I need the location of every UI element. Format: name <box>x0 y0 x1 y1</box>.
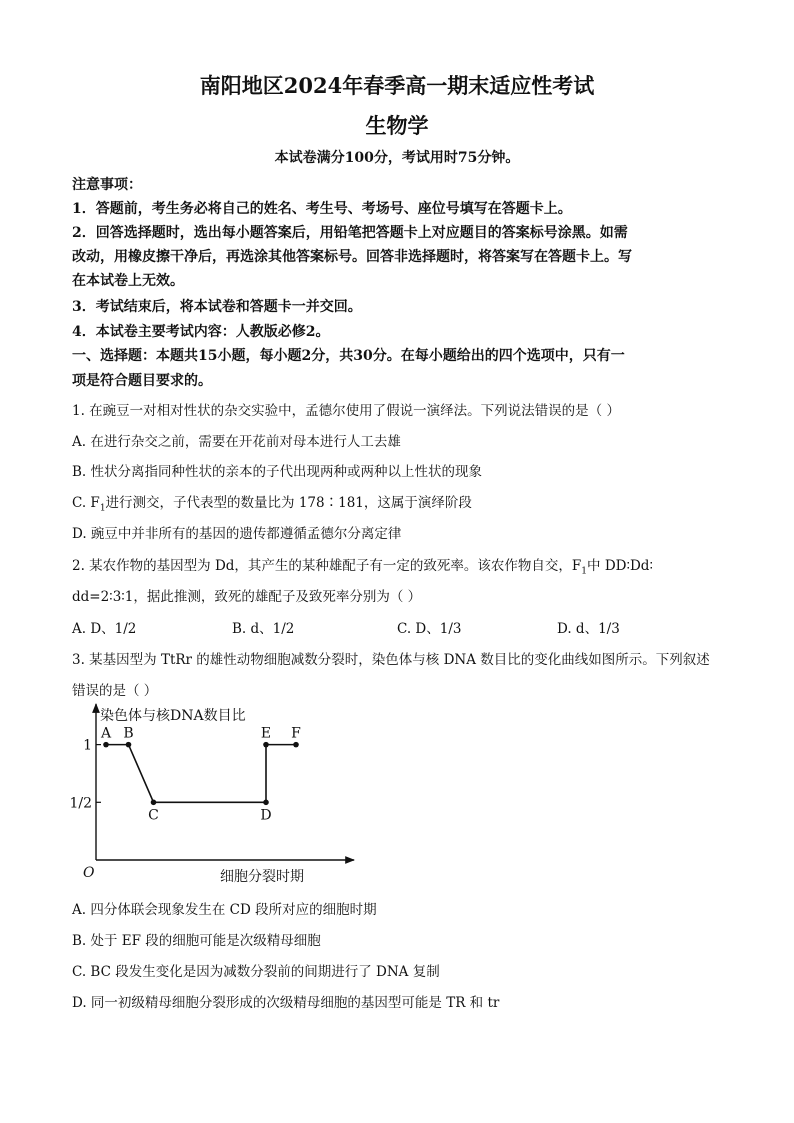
q1-option-b: B. 性状分离指同种性状的亲本的子代出现两种或两种以上性状的现象 <box>72 464 483 480</box>
q2-stem-prefix: 2. 某农作物的基因型为 Dd，其产生的某种雄配子有一定的致死率。该农作物自交，F <box>72 558 582 574</box>
q1-option-c-prefix: C. F <box>72 495 100 511</box>
point-label-F: F <box>291 725 301 742</box>
notes-heading: 注意事项： <box>72 177 142 193</box>
data-points <box>100 726 301 824</box>
q3-stem-line-2: 错误的是（ ） <box>72 683 158 699</box>
subject-title: 生物学 <box>365 113 429 138</box>
q1-option-c-text: 进行测交，子代表型的数量比为 178∶181，这属于演绎阶段 <box>105 495 472 511</box>
q2-option-a: A. D、1/2 <box>72 621 137 637</box>
note-2-line-3: 在本试卷上无效。 <box>72 273 184 289</box>
ratio-curve-chart <box>69 700 362 890</box>
q1-option-a: A. 在进行杂交之前，需要在开花前对母本进行人工去雄 <box>72 434 401 450</box>
point-label-A: A <box>100 725 112 742</box>
q1-option-c <box>72 491 472 514</box>
point-F <box>293 742 299 748</box>
ratio-series <box>106 745 296 803</box>
q2-stem-suffix: 中 DD∶Dd∶ <box>587 558 653 574</box>
note-4: 4．本试卷主要考试内容：人教版必修2。 <box>72 324 330 340</box>
y-axis-label: 染色体与核DNA数目比 <box>100 708 246 724</box>
note-1: 1．答题前，考生务必将自己的姓名、考生号、考场号、座位号填写在答题卡上。 <box>72 201 572 217</box>
point-label-B: B <box>123 725 134 742</box>
note-3: 3．考试结束后，将本试卷和答题卡一并交回。 <box>72 299 362 315</box>
point-label-D: D <box>260 807 272 824</box>
q1-option-d: D. 豌豆中并非所有的基因的遗传都遵循孟德尔分离定律 <box>72 526 402 542</box>
point-A <box>103 742 109 748</box>
point-E <box>263 742 269 748</box>
q2-stem-line-2: dd=2∶3∶1，据此推测，致死的雄配子及致死率分别为（ ） <box>72 589 422 605</box>
origin-label: O <box>83 865 95 881</box>
q3-option-c: C. BC 段发生变化是因为减数分裂前的间期进行了 DNA 复制 <box>72 964 440 980</box>
ratio-line <box>106 745 296 803</box>
point-C <box>151 800 157 806</box>
q1-option-c-subscript: 1 <box>99 503 106 514</box>
point-B <box>126 742 132 748</box>
exam-title: 南阳地区2024年春季高一期末适应性考试 <box>199 73 595 98</box>
q3-option-b: B. 处于 EF 段的细胞可能是次级精母细胞 <box>72 933 321 949</box>
y-tick-label-1: 1/2 <box>69 795 92 812</box>
x-axis-label: 细胞分裂时期 <box>220 869 304 885</box>
q3-option-a: A. 四分体联会现象发生在 CD 段所对应的细胞时期 <box>72 902 377 918</box>
q3-stem-line-1: 3. 某基因型为 TtRr 的雄性动物细胞减数分裂时，染色体与核 DNA 数目比的变化曲线如图所示。下列叙述 <box>72 652 710 668</box>
section-1-heading-line-1: 一、选择题：本题共15小题，每小题2分，共30分。在每小题给出的四个选项中，只有一 <box>72 348 625 364</box>
q2-stem-line-1 <box>72 554 653 577</box>
q3-option-d: D. 同一初级精母细胞分裂形成的次级精母细胞的基因型可能是 TR 和 tr <box>72 995 500 1011</box>
q1-stem: 1. 在豌豆一对相对性状的杂交实验中，孟德尔使用了假说一演绎法。下列说法错误的是（ ） <box>72 403 620 419</box>
q2-stem-subscript: 1 <box>581 566 588 577</box>
point-label-C: C <box>148 807 159 824</box>
point-label-E: E <box>260 725 272 742</box>
section-1-heading-line-2: 项是符合题目要求的。 <box>72 373 212 389</box>
note-2-line-1: 2．回答选择题时，选出每小题答案后，用铅笔把答题卡上对应题目的答案标号涂黑。如需 <box>72 225 628 241</box>
exam-info: 本试卷满分100分，考试用时75分钟。 <box>274 150 520 166</box>
point-D <box>263 800 269 806</box>
y-tick-label-0: 1 <box>83 737 92 754</box>
q2-option-c: C. D、1/3 <box>397 621 462 637</box>
q2-option-b: B. d、1/2 <box>232 621 295 637</box>
q2-option-d: D. d、1/3 <box>557 621 620 637</box>
note-2-line-2: 改动，用橡皮擦干净后，再选涂其他答案标号。回答非选择题时，将答案写在答题卡上。写 <box>72 249 632 265</box>
